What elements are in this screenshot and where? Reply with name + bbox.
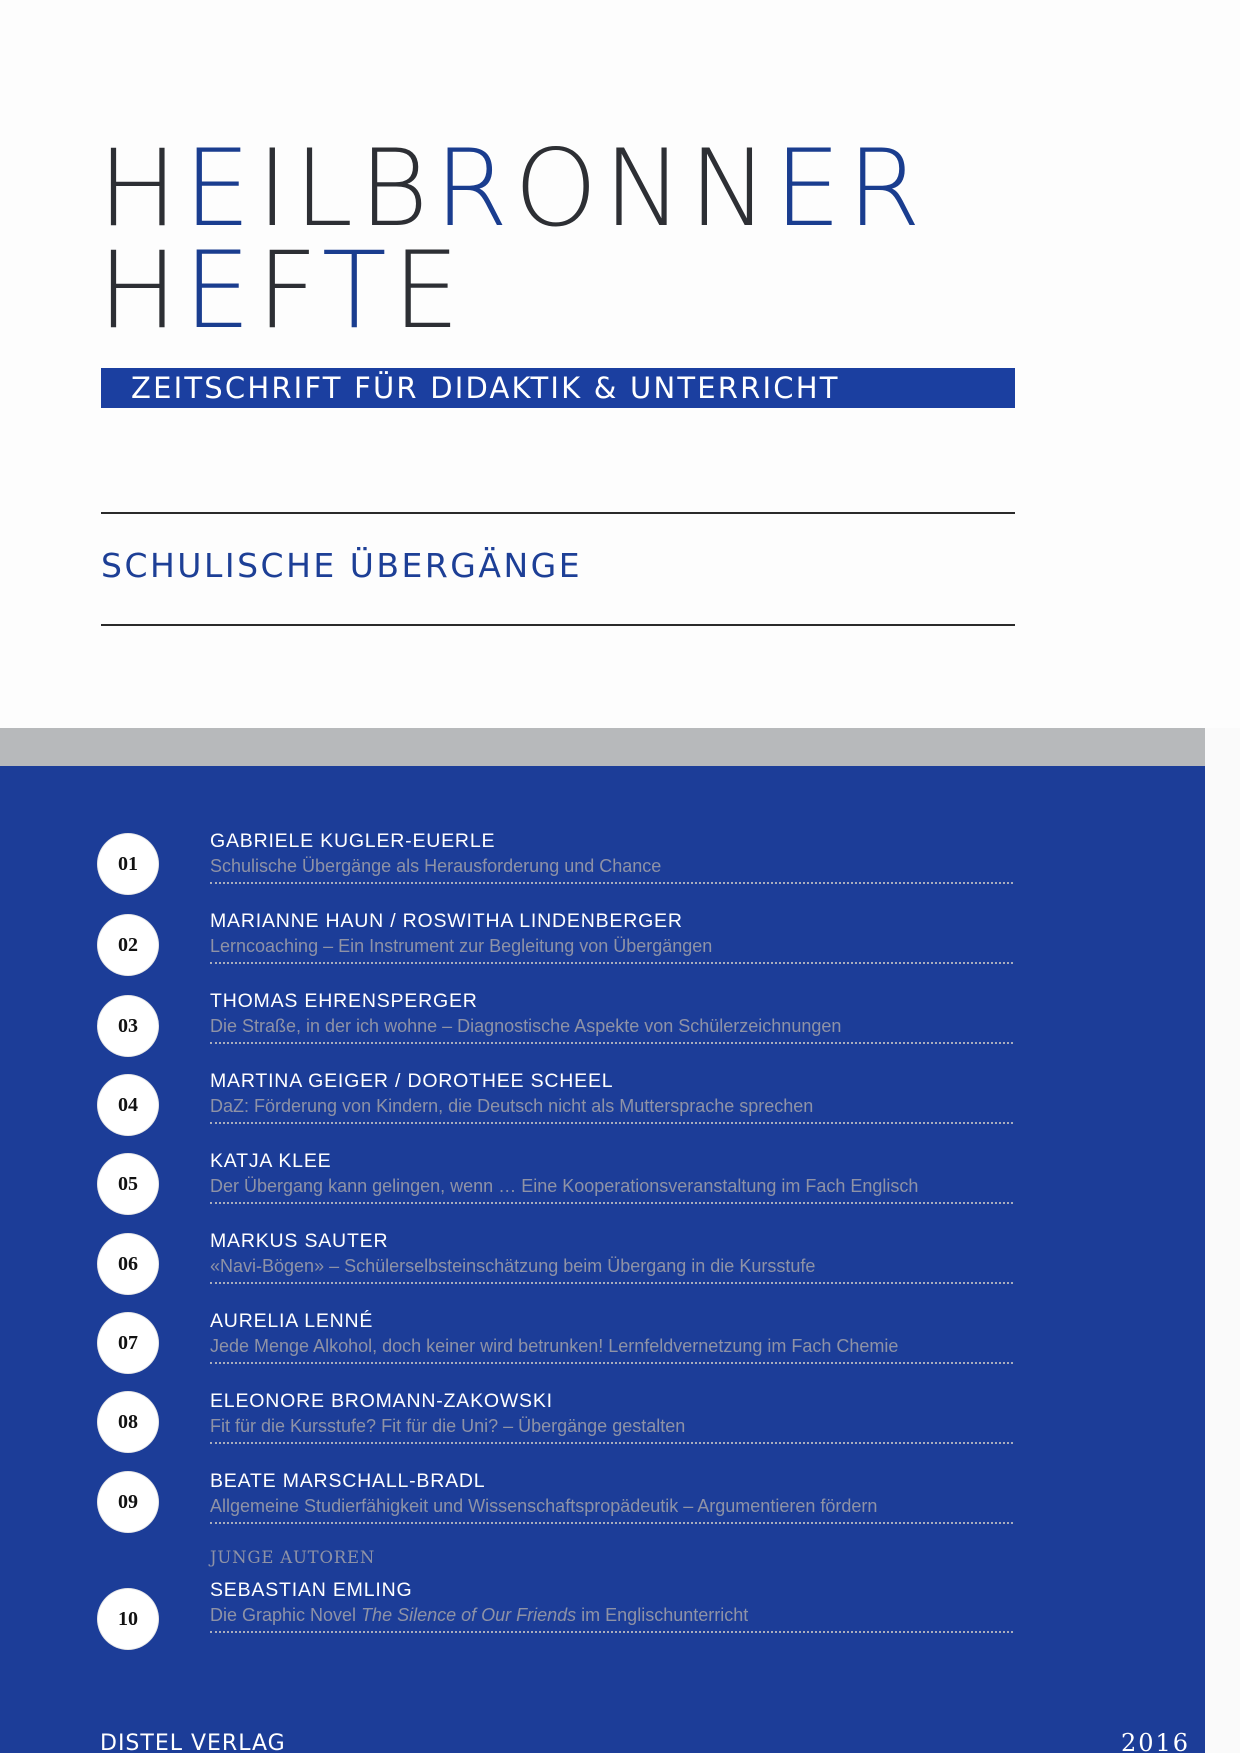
toc-entry — [0, 1470, 1240, 1548]
grey-strip — [0, 728, 1205, 766]
dotted-divider — [210, 1522, 1013, 1524]
article-title: Fit für die Kursstufe? Fit für die Uni? – Übergänge gestalten — [210, 1416, 686, 1436]
article-author: GABRIELE KUGLER-EUERLE — [210, 830, 496, 852]
publisher-name: DISTEL VERLAG — [100, 1731, 286, 1753]
article-title: Allgemeine Studierfähigkeit und Wissenschaftspropädeutik – Argumentieren fördern — [210, 1496, 878, 1516]
toc-entry — [0, 1390, 1240, 1468]
dotted-divider — [210, 1122, 1013, 1124]
article-author: ELEONORE BROMANN-ZAKOWSKI — [210, 1390, 553, 1412]
magazine-title-line-1: HEILBRONNER — [98, 127, 927, 250]
article-title: DaZ: Förderung von Kindern, die Deutsch nicht als Muttersprache sprechen — [210, 1096, 814, 1116]
article-author: AURELIA LENNÉ — [210, 1310, 374, 1332]
article-number-badge: 06 — [98, 1234, 158, 1294]
section-label-junge-autoren: JUNGE AUTOREN — [210, 1548, 376, 1567]
issue-year: 2016 — [1121, 1729, 1191, 1753]
toc-entry — [0, 1150, 1240, 1228]
article-number-badge: 08 — [98, 1392, 158, 1452]
article-author: MARIANNE HAUN / ROSWITHA LINDENBERGER — [210, 910, 683, 932]
divider-bottom — [101, 624, 1015, 626]
article-number-badge: 09 — [98, 1472, 158, 1532]
toc-entry — [0, 1310, 1240, 1388]
article-author: MARKUS SAUTER — [210, 1230, 389, 1252]
article-author: MARTINA GEIGER / DOROTHEE SCHEEL — [210, 1070, 614, 1092]
article-number-badge: 10 — [98, 1589, 158, 1649]
dotted-divider — [210, 1631, 1013, 1633]
toc-entry — [0, 1230, 1240, 1308]
toc-entry — [0, 910, 1240, 988]
article-author: THOMAS EHRENSPERGER — [210, 990, 478, 1012]
article-title: «Navi-Bögen» – Schülerselbsteinschätzung beim Übergang in die Kursstufe — [210, 1256, 816, 1276]
article-author: BEATE MARSCHALL-BRADL — [210, 1470, 486, 1492]
article-number-badge: 05 — [98, 1154, 158, 1214]
toc-entry — [0, 990, 1240, 1068]
magazine-title-line-2: HEFTE — [98, 229, 466, 352]
article-number-badge: 01 — [98, 834, 158, 894]
article-number-badge: 02 — [98, 915, 158, 975]
toc-entry — [0, 830, 1240, 908]
dotted-divider — [210, 1442, 1013, 1444]
article-number-badge: 03 — [98, 996, 158, 1056]
article-author: KATJA KLEE — [210, 1150, 332, 1172]
article-number-badge: 07 — [98, 1313, 158, 1373]
article-title: Lerncoaching – Ein Instrument zur Begleitung von Übergängen — [210, 936, 713, 956]
dotted-divider — [210, 1042, 1013, 1044]
subtitle-band: ZEITSCHRIFT FÜR DIDAKTIK & UNTERRICHT — [101, 368, 1015, 408]
dotted-divider — [210, 1282, 1013, 1284]
article-title: Jede Menge Alkohol, doch keiner wird betrunken! Lernfeldvernetzung im Fach Chemie — [210, 1336, 899, 1356]
article-title: Schulische Übergänge als Herausforderung und Chance — [210, 856, 662, 876]
article-title: Der Übergang kann gelingen, wenn … Eine Kooperationsveranstaltung im Fach Englisch — [210, 1176, 919, 1196]
dotted-divider — [210, 1202, 1013, 1204]
issue-theme: SCHULISCHE ÜBERGÄNGE — [101, 546, 583, 585]
article-title: Die Straße, in der ich wohne – Diagnostische Aspekte von Schülerzeichnungen — [210, 1016, 842, 1036]
article-title: Die Graphic Novel The Silence of Our Friends im Englischunterricht — [210, 1605, 749, 1625]
article-number-badge: 04 — [98, 1075, 158, 1135]
dotted-divider — [210, 962, 1013, 964]
toc-entry — [0, 1579, 1240, 1657]
toc-entry — [0, 1070, 1240, 1148]
dotted-divider — [210, 882, 1013, 884]
divider-top — [101, 512, 1015, 514]
article-author: SEBASTIAN EMLING — [210, 1579, 413, 1601]
dotted-divider — [210, 1362, 1013, 1364]
